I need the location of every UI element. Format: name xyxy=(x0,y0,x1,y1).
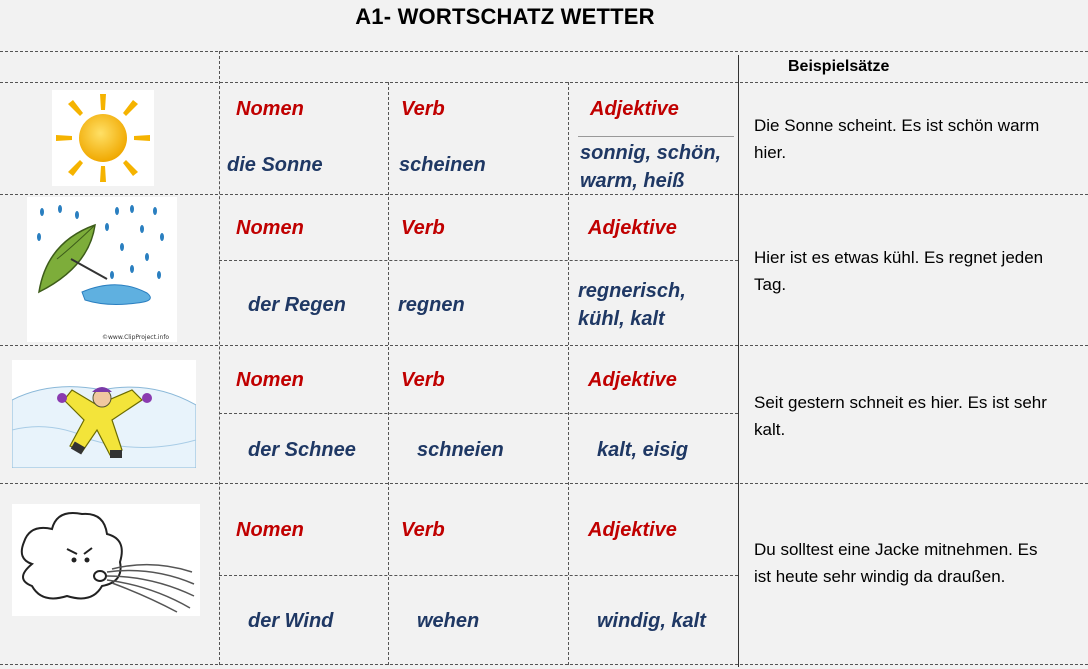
adjective-label: Adjektive xyxy=(590,98,679,120)
verb-label: Verb xyxy=(401,369,445,391)
noun-word: die Sonne xyxy=(227,154,323,176)
grid-line xyxy=(219,260,738,261)
sun-icon xyxy=(52,90,154,186)
example-sentence: Seit gestern schneit es hier. Es ist sehr kalt. xyxy=(754,393,1047,439)
example-sentence: Die Sonne scheint. Es ist schön warm hier. xyxy=(754,116,1040,162)
grid-line xyxy=(568,82,569,665)
verb-word: scheinen xyxy=(399,154,486,176)
grid-line xyxy=(0,194,1088,195)
adjective-label: Adjektive xyxy=(588,217,677,239)
adjective-words: regnerisch, kühl, kalt xyxy=(578,280,686,330)
verb-label: Verb xyxy=(401,98,445,120)
noun-label: Nomen xyxy=(236,369,304,391)
example-sentence: Du solltest eine Jacke mitnehmen. Es ist heute sehr windig da draußen. xyxy=(754,540,1038,586)
credit-text: ©www.ClipProject.info xyxy=(102,334,170,341)
grid-line xyxy=(219,413,738,414)
adjective-words: kalt, eisig xyxy=(597,439,689,461)
verb-word: wehen xyxy=(417,610,480,632)
verb-word: schneien xyxy=(417,439,504,461)
example-sentence: Hier ist es etwas kühl. Es regnet jeden Tag. xyxy=(754,248,1044,294)
grid-line xyxy=(0,664,1088,665)
grid-line xyxy=(219,51,220,665)
adjective-words: windig, kalt xyxy=(597,610,706,632)
grid-line xyxy=(0,51,1088,52)
noun-word: der Regen xyxy=(248,294,346,316)
rain-umbrella-icon xyxy=(27,197,177,342)
adjective-label: Adjektive xyxy=(588,369,677,391)
noun-label: Nomen xyxy=(236,98,304,120)
grid-line xyxy=(0,483,1088,484)
grid-line xyxy=(0,82,1088,83)
page-title: A1- WORTSCHATZ WETTER xyxy=(355,4,655,29)
grid-line xyxy=(219,575,738,576)
examples-header: Beispielsätze xyxy=(788,58,890,75)
verb-label: Verb xyxy=(401,519,445,541)
grid-line xyxy=(0,345,1088,346)
snow-angel-icon xyxy=(12,360,196,468)
grid-line xyxy=(388,82,389,665)
grid-line xyxy=(578,136,734,137)
adjective-label: Adjektive xyxy=(588,519,677,541)
wind-cloud-icon xyxy=(12,504,200,616)
noun-word: der Schnee xyxy=(248,439,356,461)
noun-label: Nomen xyxy=(236,217,304,239)
adjective-words: sonnig, schön, warm, heiß xyxy=(580,142,722,192)
grid-line xyxy=(738,55,739,667)
noun-label: Nomen xyxy=(236,519,304,541)
verb-word: regnen xyxy=(398,294,465,316)
noun-word: der Wind xyxy=(248,610,334,632)
verb-label: Verb xyxy=(401,217,445,239)
